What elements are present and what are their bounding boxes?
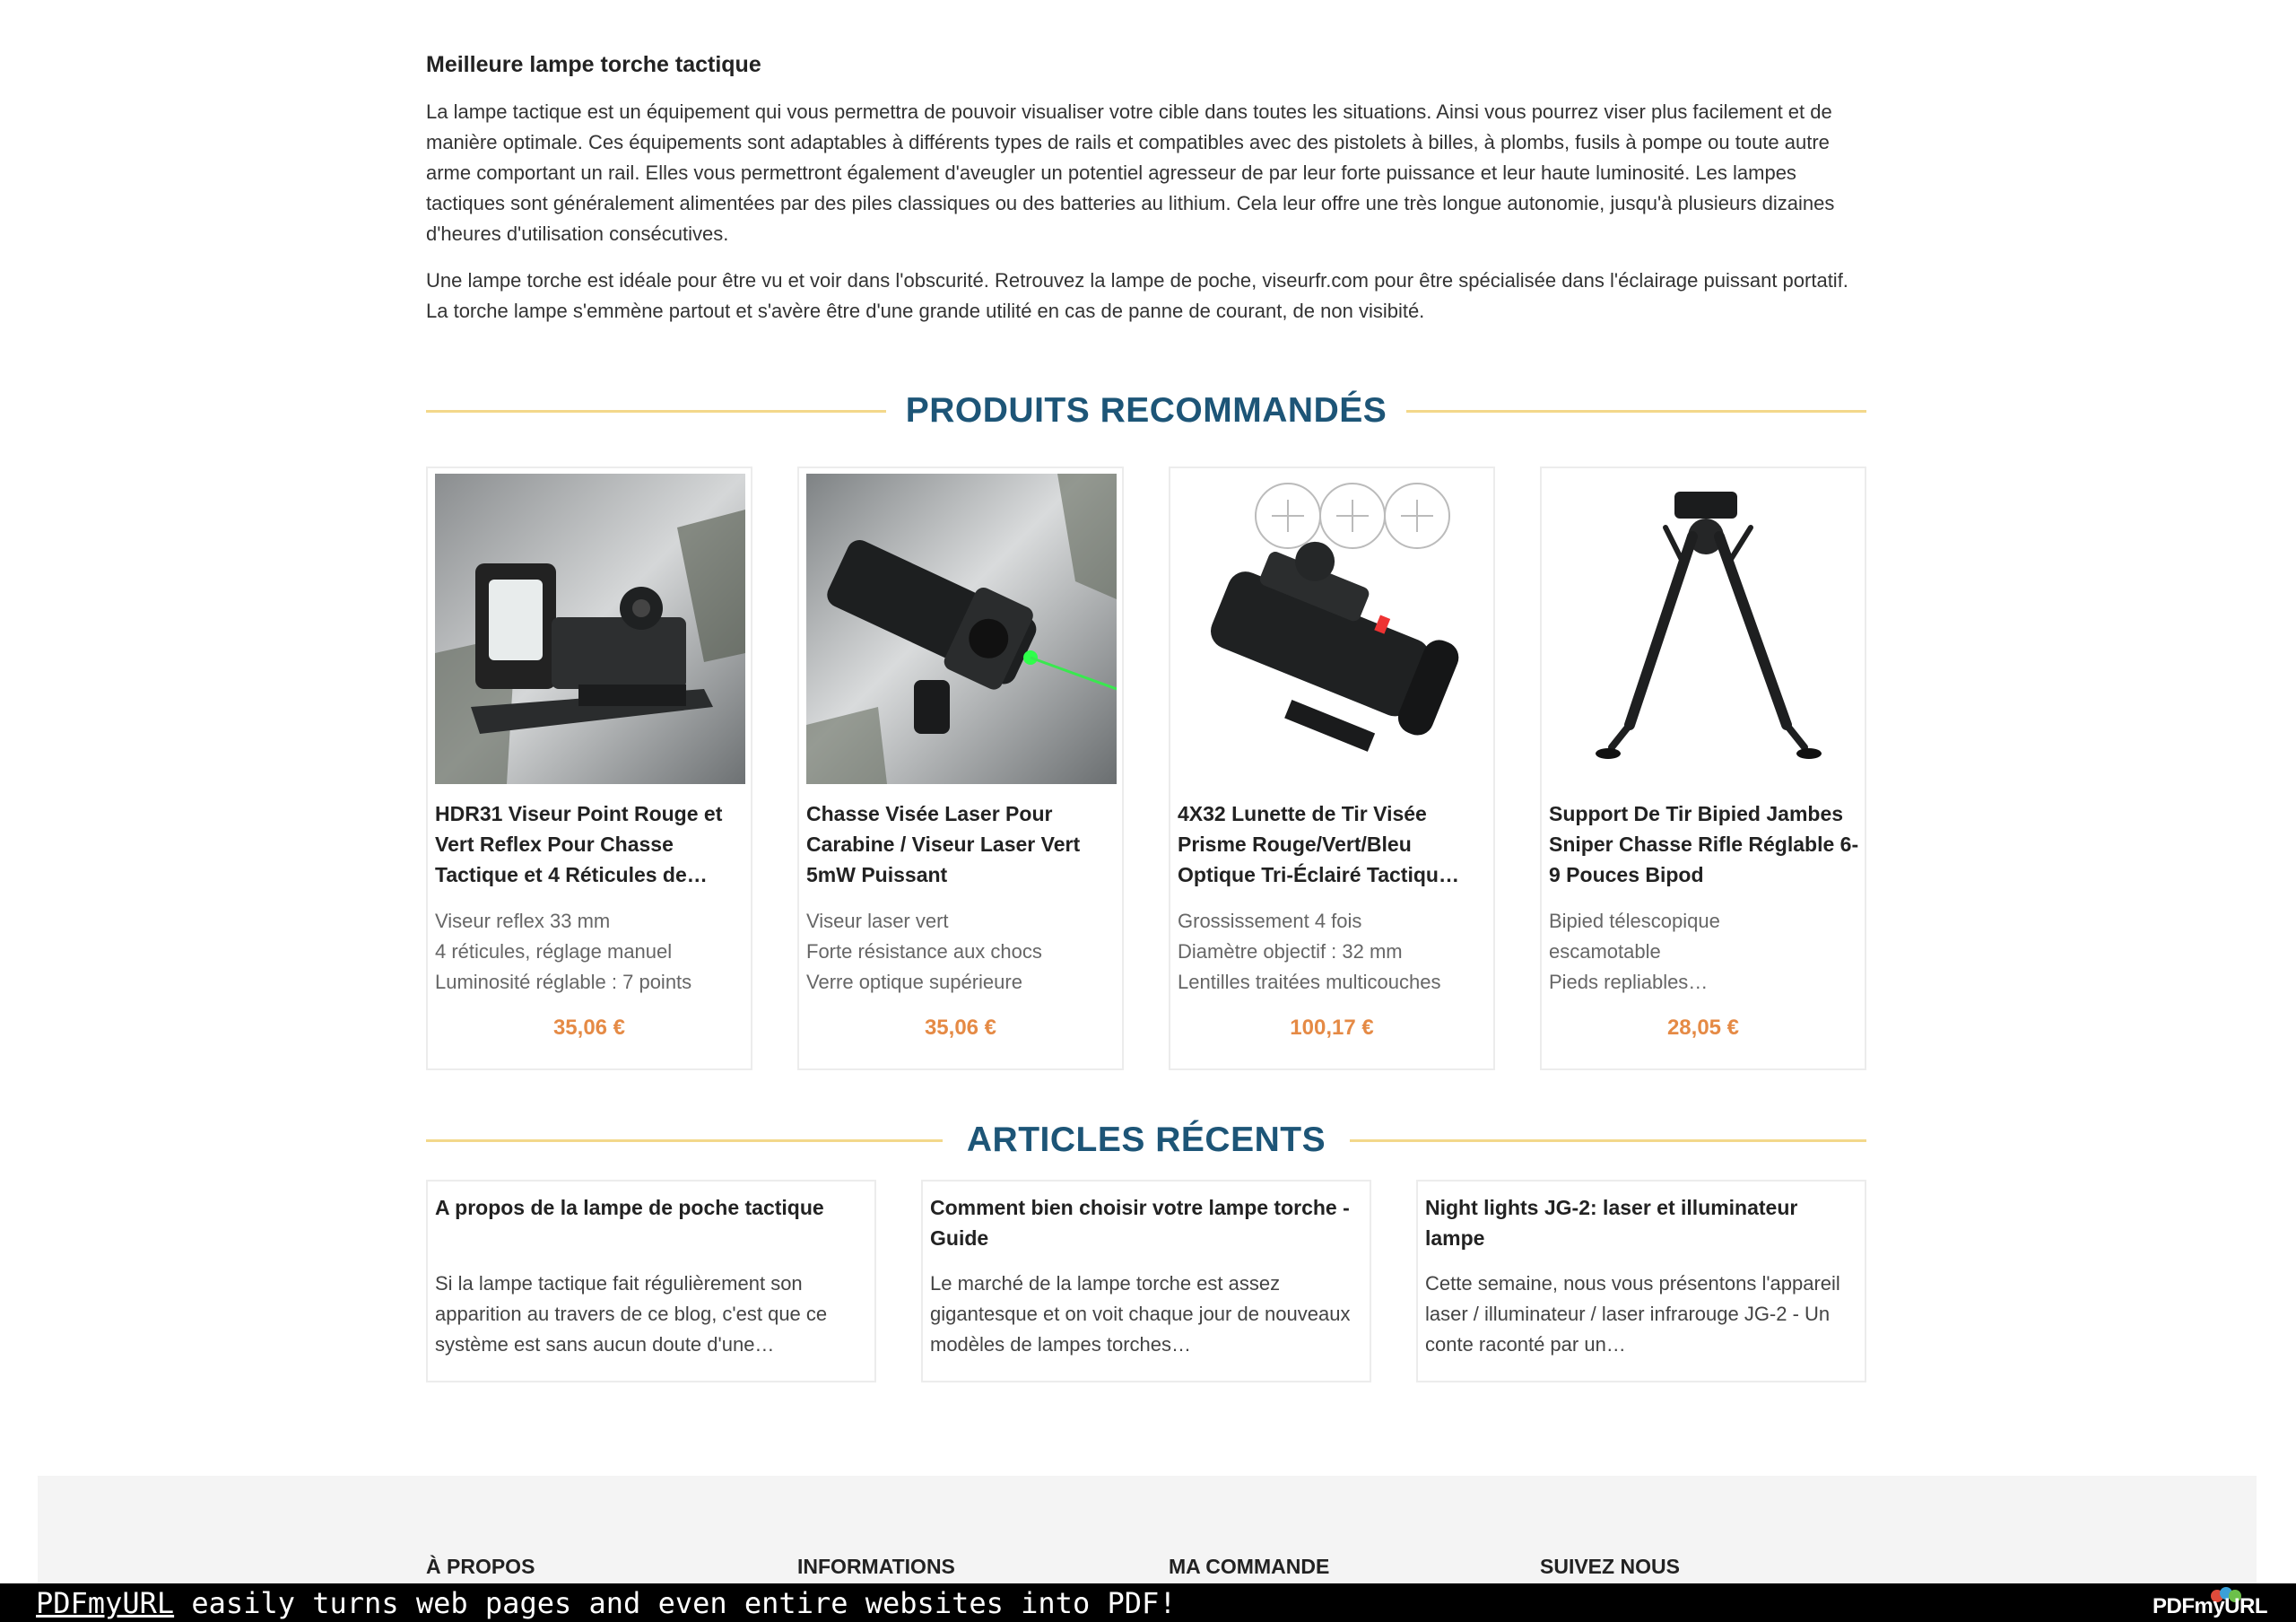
product-card[interactable] (426, 467, 752, 1070)
product-features (806, 906, 1120, 998)
footer-heading-follow-us: SUIVEZ NOUS (1540, 1555, 1680, 1578)
prism-scope-graphic (1178, 474, 1488, 784)
products-section-header (426, 384, 1866, 438)
article-card[interactable] (1416, 1180, 1866, 1382)
intro-title: Meilleure lampe torche tactique (426, 52, 761, 77)
divider-line (1406, 410, 1866, 413)
articles-grid (426, 1180, 1866, 1384)
article-title[interactable]: Night lights JG-2: laser et illuminateur lampe (1425, 1196, 1798, 1250)
pdf-promo-message: easily turns web pages and even entire websites into PDF! (174, 1586, 1177, 1620)
article-title[interactable]: A propos de la lampe de poche tactique (435, 1196, 824, 1219)
pdf-promo-banner (0, 1583, 2296, 1622)
product-feature: Grossissement 4 fois (1178, 910, 1362, 932)
site-footer (38, 1476, 2257, 1583)
bipod-graphic (1549, 474, 1859, 784)
product-feature: Lentilles traitées multicouches (1178, 971, 1441, 993)
article-title[interactable]: Comment bien choisir votre lampe torche - Guide (930, 1196, 1350, 1250)
footer-heading-informations: INFORMATIONS (797, 1555, 955, 1578)
product-feature: Bipied télescopique (1549, 910, 1720, 932)
pdfmyurl-logo-text: PDFmyURL (2152, 1594, 2267, 1618)
intro-paragraph-2: Une lampe torche est idéale pour être vu et voir dans l'obscurité. Retrouvez la lampe de poche, viseurfr.com pour être spécialisée dans l'éclairage puissant portatif. La torche lampe s'emmène partout et s'avère être d'une grande utilité en cas de panne de courant, de non visibité. (426, 269, 1848, 322)
footer-heading-about: À PROPOS (426, 1555, 535, 1578)
red-dot-sight-image[interactable] (435, 474, 745, 784)
article-excerpt: Cette semaine, nous vous présentons l'appareil laser / illuminateur / laser infrarouge JG-2 - Un conte raconté par un… (1425, 1272, 1840, 1356)
article-excerpt: Le marché de la lampe torche est assez gigantesque et on voit chaque jour de nouveaux modèles de lampes torches… (930, 1272, 1351, 1356)
product-features (1178, 906, 1492, 998)
article-card[interactable] (921, 1180, 1371, 1382)
articles-section-header (426, 1113, 1866, 1167)
product-feature: Diamètre objectif : 32 mm (1178, 940, 1403, 963)
bipod-image[interactable] (1549, 474, 1859, 784)
product-card[interactable] (1540, 467, 1866, 1070)
product-features (435, 906, 749, 998)
divider-line (1350, 1139, 1866, 1142)
pdf-promo-text (36, 1587, 1177, 1619)
product-feature: escamotable (1549, 940, 1661, 963)
product-card[interactable] (1169, 467, 1495, 1070)
product-price: 100,17 € (1290, 1016, 1374, 1040)
product-features (1549, 906, 1863, 998)
product-feature: 4 réticules, réglage manuel (435, 940, 673, 963)
green-laser-sight-image[interactable] (806, 474, 1117, 784)
product-price: 28,05 € (1666, 1016, 1740, 1040)
products-grid (426, 467, 1866, 1072)
product-feature: Verre optique supérieure (806, 971, 1022, 993)
product-price: 35,06 € (924, 1016, 997, 1040)
product-price: 35,06 € (552, 1016, 626, 1040)
intro-paragraph-1: La lampe tactique est un équipement qui vous permettra de pouvoir visualiser votre cible dans toutes les situations. Ainsi vous pourrez viser plus facilement et de manière optimale. Ces équipements sont adaptables à différents types de rails et compatibles avec des pistolets à billes, à plombs, fusils à pompe ou toute autre arme comportant un rail. Elles vous permettront également d'aveugler un potentiel agresseur de par leur forte puissance et leur haute luminosité. Les lampes tactiques sont généralement alimentées par des piles classiques ou des batteries au lithium. Cela leur offre une très longue autonomie, jusqu'à plusieurs dizaines d'heures d'utilisation consécutives. (426, 100, 1835, 245)
products-heading: PRODUITS RECOMMANDÉS (905, 391, 1387, 430)
product-feature: Viseur laser vert (806, 910, 949, 932)
articles-heading: ARTICLES RÉCENTS (966, 1121, 1326, 1159)
product-name[interactable]: Chasse Visée Laser Pour Carabine / Viseur Laser Vert 5mW Puissant (806, 802, 1081, 886)
footer-heading-my-order: MA COMMANDE (1169, 1555, 1330, 1578)
article-excerpt: Si la lampe tactique fait régulièrement son apparition au travers de ce blog, c'est que ce système est sans aucun doute d'une… (435, 1272, 828, 1356)
product-feature: Forte résistance aux chocs (806, 940, 1042, 963)
green-laser-sight-graphic (806, 474, 1117, 784)
pdfmyurl-logo[interactable] (2152, 1587, 2267, 1621)
product-name[interactable]: Support De Tir Bipied Jambes Sniper Chasse Rifle Réglable 6-9 Pouces Bipod (1549, 802, 1859, 886)
product-feature: Pieds repliables… (1549, 971, 1709, 993)
product-name[interactable]: 4X32 Lunette de Tir Visée Prisme Rouge/Vert/Bleu Optique Tri-Éclairé Tactiqu… (1178, 802, 1459, 886)
article-card[interactable] (426, 1180, 876, 1382)
product-feature: Viseur reflex 33 mm (435, 910, 611, 932)
product-feature: Luminosité réglable : 7 points (435, 971, 692, 993)
prism-scope-image[interactable] (1178, 474, 1488, 784)
red-dot-sight-graphic (435, 474, 745, 784)
pdfmyurl-link[interactable]: PDFmyURL (36, 1586, 175, 1620)
product-name[interactable]: HDR31 Viseur Point Rouge et Vert Reflex Pour Chasse Tactique et 4 Réticules de… (435, 802, 723, 886)
product-card[interactable] (797, 467, 1124, 1070)
